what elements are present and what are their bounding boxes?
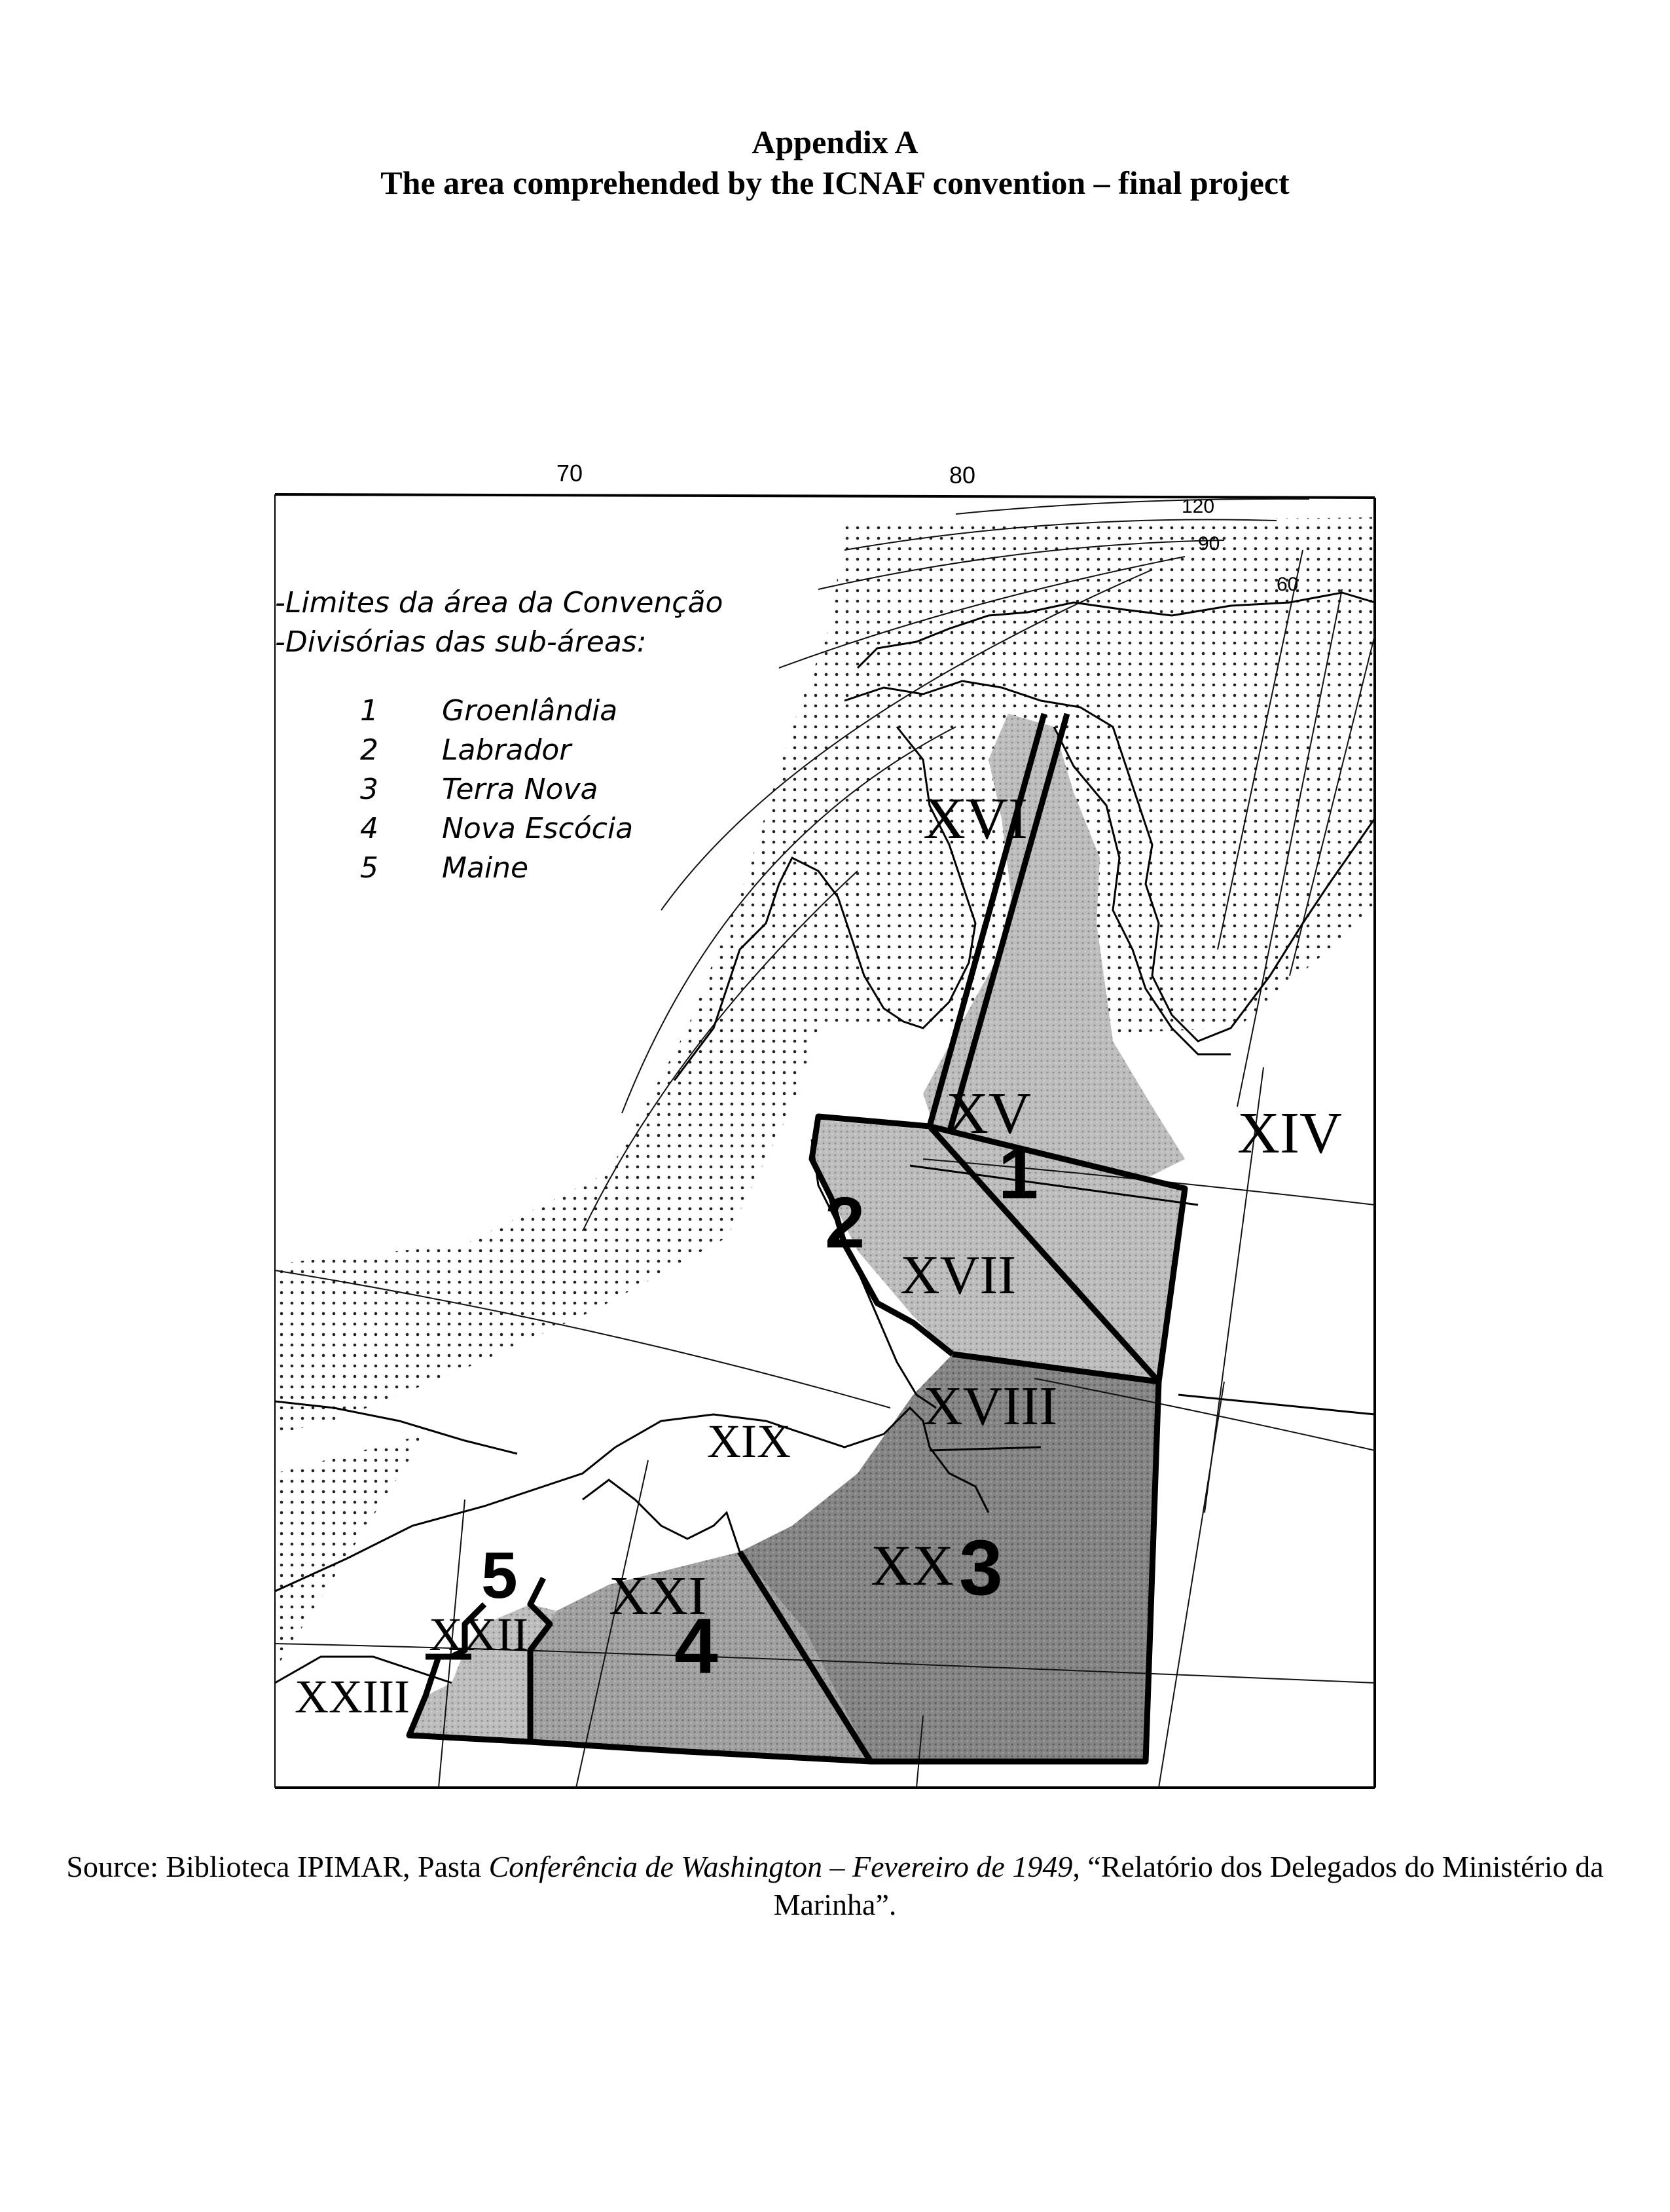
legend-item-number: 5 (360, 851, 378, 885)
arc-label-90: 90 (1198, 533, 1220, 555)
legend-item (360, 773, 598, 806)
subarea-number-1: 1 (998, 1134, 1039, 1214)
caption-title: The area comprehended by the ICNAF convention – final project (380, 164, 1290, 201)
source-suffix: , “Relatório dos Delegados do Ministério da Marinha”. (773, 1850, 1604, 1921)
label-xvi: XVI (923, 786, 1028, 851)
longitude-label-70: 70 (556, 460, 583, 487)
icnaf-area-map (268, 452, 1381, 1794)
label-xviii: XVIII (923, 1376, 1058, 1437)
legend-item-name: Labrador (442, 733, 572, 767)
legend-item (360, 851, 528, 885)
legend (275, 586, 723, 885)
legend-item-number: 3 (360, 773, 378, 806)
label-xx: XX (871, 1534, 954, 1598)
longitude-label-80: 80 (949, 462, 976, 488)
appendix-label: Appendix A (752, 124, 918, 160)
caption-title-block (0, 122, 1670, 203)
legend-item-number: 1 (360, 694, 378, 728)
legend-line-limits: -Limites da área da Convenção (275, 586, 723, 619)
arc-label-120: 120 (1182, 496, 1215, 517)
source-prefix: Source: Biblioteca IPIMAR, Pasta (66, 1850, 489, 1883)
legend-item-name: Maine (442, 851, 529, 885)
arc-label-60: 60 (1277, 574, 1299, 595)
dotted-ocean-area (275, 517, 1375, 1670)
legend-item-name: Terra Nova (442, 773, 598, 806)
label-xvii: XVII (900, 1245, 1017, 1306)
subarea-number-2: 2 (825, 1183, 865, 1263)
label-xxii: XXII (429, 1608, 528, 1661)
legend-item-name: Nova Escócia (442, 812, 634, 845)
label-xiv: XIV (1237, 1101, 1342, 1166)
source-folder-title: Conferência de Washington – Fevereiro de 1949 (488, 1850, 1073, 1883)
legend-item-name: Groenlândia (442, 694, 618, 728)
source-citation (65, 1848, 1605, 1924)
legend-item-number: 4 (360, 812, 378, 845)
label-xxiii: XXIII (295, 1670, 410, 1723)
legend-item (360, 812, 633, 845)
legend-item (360, 733, 573, 767)
label-xix: XIX (707, 1415, 791, 1467)
legend-item-number: 2 (360, 733, 378, 767)
label-xxi: XXI (609, 1566, 707, 1627)
subarea-number-5: 5 (481, 1539, 518, 1612)
subarea-number-3: 3 (959, 1524, 1003, 1612)
legend-item (360, 694, 617, 728)
label-xv: XV (946, 1081, 1031, 1146)
subarea-number-4: 4 (674, 1602, 718, 1690)
legend-line-divisions: -Divisórias das sub-áreas: (275, 625, 647, 659)
